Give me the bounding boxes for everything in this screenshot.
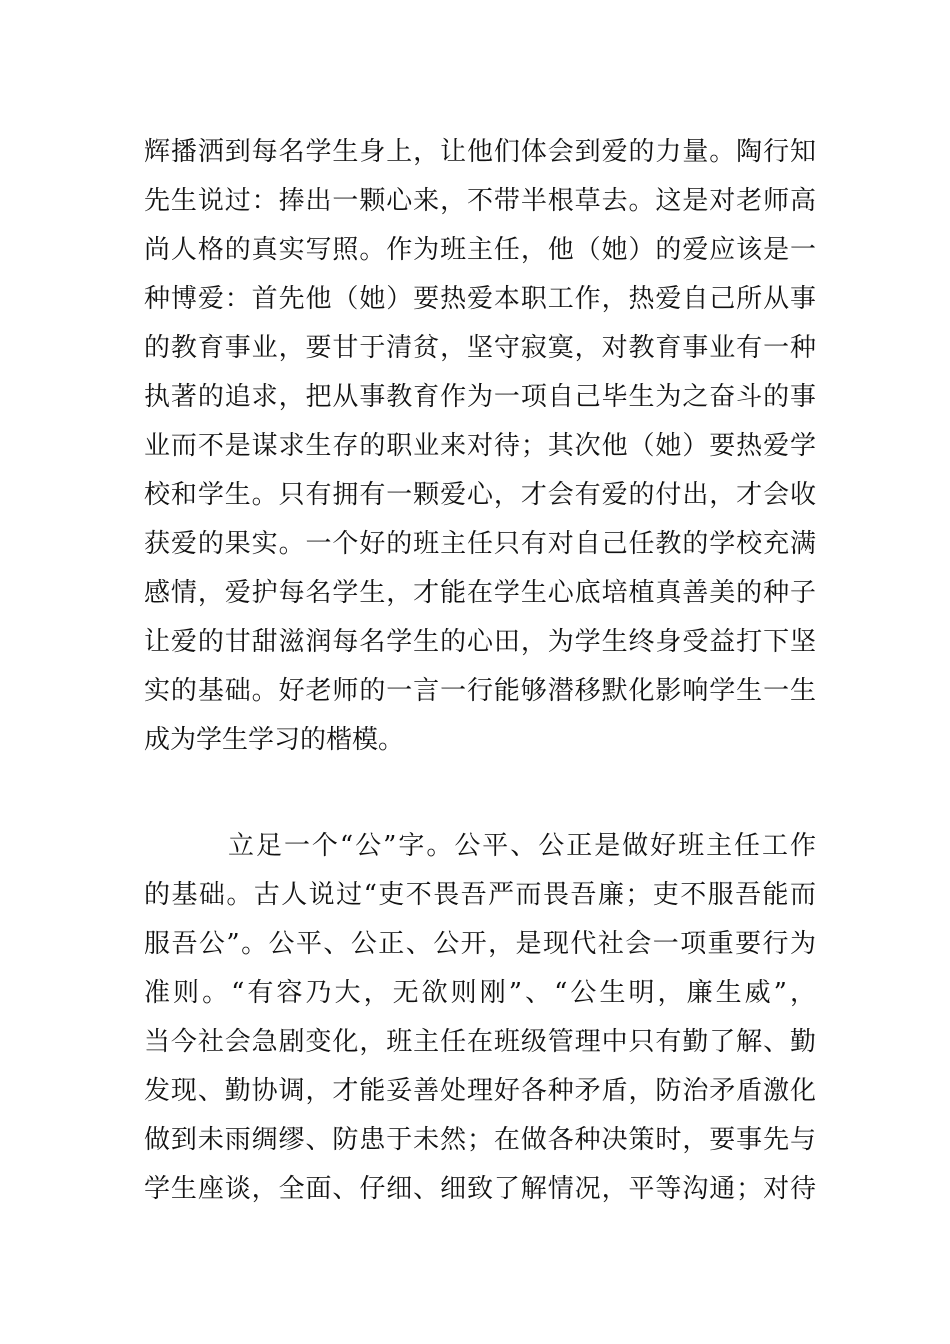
- paragraph-line: 立足一个“公”字。公平、公正是做好班主任工作: [228, 831, 816, 861]
- paragraph-line: 服吾公”。公平、公正、公开，是现代社会一项重要行为: [144, 929, 816, 959]
- paragraph-line: 实的基础。好老师的一言一行能够潜移默化影响学生一生: [144, 676, 816, 706]
- paragraph-line: 种博爱：首先他（她）要热爱本职工作，热爱自己所从事: [144, 284, 816, 314]
- paragraph-line: 发现、勤协调，才能妥善处理好各种矛盾，防治矛盾激化: [144, 1076, 816, 1106]
- paragraph-line: 尚人格的真实写照。作为班主任，他（她）的爱应该是一: [144, 235, 816, 265]
- paragraph-line: 校和学生。只有拥有一颗爱心，才会有爱的付出，才会收: [144, 480, 816, 510]
- paragraph-line: 让爱的甘甜滋润每名学生的心田，为学生终身受益打下坚: [144, 627, 816, 657]
- paragraph-line: 成为学生学习的楷模。: [144, 725, 405, 755]
- paragraph-line: 业而不是谋求生存的职业来对待；其次他（她）要热爱学: [144, 431, 816, 461]
- paragraph-2: [144, 822, 816, 1214]
- paragraph-line: 当今社会急剧变化，班主任在班级管理中只有勤了解、勤: [144, 1027, 816, 1057]
- paragraph-line: 学生座谈，全面、仔细、细致了解情况，平等沟通；对待: [144, 1174, 816, 1204]
- paragraph-line: 准则。“有容乃大，无欲则刚”、“公生明，廉生威”，: [144, 978, 816, 1008]
- paragraph-line: 的教育事业，要甘于清贫，坚守寂寞，对教育事业有一种: [144, 333, 816, 363]
- paragraph-1: [144, 128, 816, 765]
- paragraph-line: 辉播洒到每名学生身上，让他们体会到爱的力量。陶行知: [144, 137, 816, 167]
- paragraph-line: 先生说过：捧出一颗心来，不带半根草去。这是对老师高: [144, 186, 816, 216]
- paragraph-line: 感情，爱护每名学生，才能在学生心底培植真善美的种子: [144, 578, 816, 608]
- paragraph-line: 的基础。古人说过“吏不畏吾严而畏吾廉；吏不服吾能而: [144, 880, 816, 910]
- paragraph-line: 执著的追求，把从事教育作为一项自己毕生为之奋斗的事: [144, 382, 816, 412]
- paragraph-line: 做到未雨绸缪、防患于未然；在做各种决策时，要事先与: [144, 1125, 816, 1155]
- paragraph-line: 获爱的果实。一个好的班主任只有对自己任教的学校充满: [144, 529, 816, 559]
